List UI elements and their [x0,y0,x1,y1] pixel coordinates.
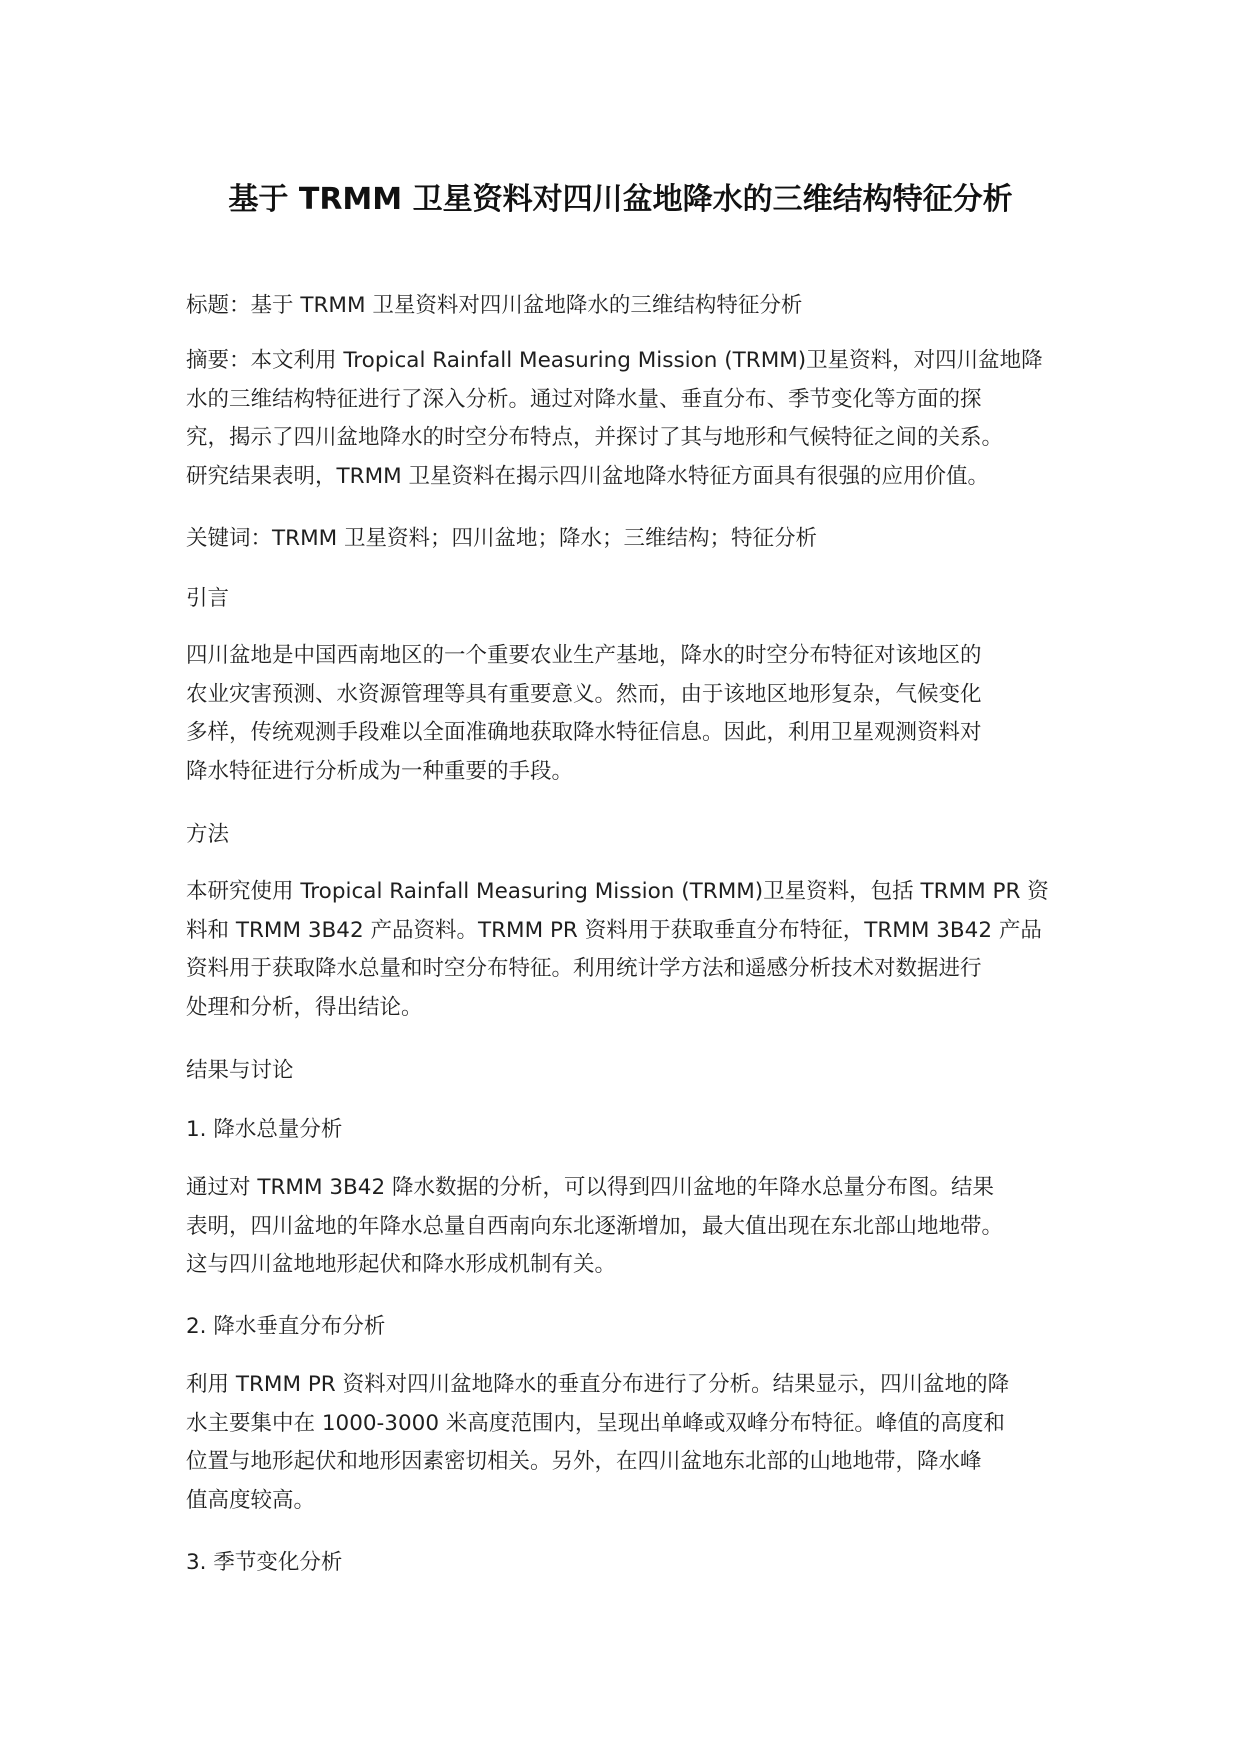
abstract-line: 水的三维结构特征进行了深入分析。通过对降水量、垂直分布、季节变化等方面的探 [186,386,982,412]
keywords-paragraph: 关键词：TRMM 卫星资料；四川盆地；降水；三维结构；特征分析 [186,526,818,551]
method-paragraph [186,873,1066,1027]
introduction-line: 四川盆地是中国西南地区的一个重要农业生产基地，降水的时空分布特征对该地区的 [186,643,982,668]
introduction-paragraph [186,637,1066,791]
abstract-paragraph [186,342,1066,496]
abstract-line: 摘要：本文利用 Tropical Rainfall Measuring Mission (TRMM)卫星资料，对四川盆地降 [186,348,1043,373]
heading-method: 方法 [186,822,230,847]
subheading-vertical-distribution: 2. 降水垂直分布分析 [186,1314,386,1339]
abstract-line: 究，揭示了四川盆地降水的时空分布特点，并探讨了其与地形和气候特征之间的关系。 [186,425,1004,450]
introduction-line: 降水特征进行分析成为一种重要的手段。 [186,758,574,784]
vertical-distribution-line: 水主要集中在 1000-3000 米高度范围内，呈现出单峰或双峰分布特征。峰值的高度和 [186,1410,1005,1436]
method-line: 处理和分析，得出结论。 [186,994,423,1020]
title-label-paragraph: 标题：基于 TRMM 卫星资料对四川盆地降水的三维结构特征分析 [186,293,803,318]
heading-introduction: 引言 [186,586,230,611]
vertical-distribution-line: 利用 TRMM PR 资料对四川盆地降水的垂直分布进行了分析。结果显示，四川盆地的降 [186,1372,1010,1397]
method-line: 本研究使用 Tropical Rainfall Measuring Mission (TRMM)卫星资料，包括 TRMM PR 资 [186,879,1049,904]
total-precipitation-line: 通过对 TRMM 3B42 降水数据的分析，可以得到四川盆地的年降水总量分布图。结果 [186,1175,994,1200]
subheading-total-precipitation: 1. 降水总量分析 [186,1117,343,1142]
abstract-line: 研究结果表明，TRMM 卫星资料在揭示四川盆地降水特征方面具有很强的应用价值。 [186,463,990,489]
vertical-distribution-line: 值高度较高。 [186,1487,316,1513]
method-line: 料和 TRMM 3B42 产品资料。TRMM PR 资料用于获取垂直分布特征，TRMM 3B42 产品 [186,917,1042,943]
introduction-line: 多样，传统观测手段难以全面准确地获取降水特征信息。因此，利用卫星观测资料对 [186,720,982,745]
heading-results: 结果与讨论 [186,1058,294,1083]
total-precipitation-paragraph [186,1169,1066,1285]
document-title: 基于 TRMM 卫星资料对四川盆地降水的三维结构特征分析 [228,182,1013,217]
vertical-distribution-line: 位置与地形起伏和地形因素密切相关。另外，在四川盆地东北部的山地地带，降水峰 [186,1449,982,1474]
total-precipitation-line: 表明，四川盆地的年降水总量自西南向东北逐渐增加，最大值出现在东北部山地地带。 [186,1213,1004,1239]
method-line: 资料用于获取降水总量和时空分布特征。利用统计学方法和遥感分析技术对数据进行 [186,956,982,981]
subheading-seasonal-variation: 3. 季节变化分析 [186,1550,343,1575]
total-precipitation-line: 这与四川盆地地形起伏和降水形成机制有关。 [186,1252,617,1277]
vertical-distribution-paragraph [186,1366,1066,1520]
introduction-line: 农业灾害预测、水资源管理等具有重要意义。然而，由于该地区地形复杂，气候变化 [186,681,982,707]
